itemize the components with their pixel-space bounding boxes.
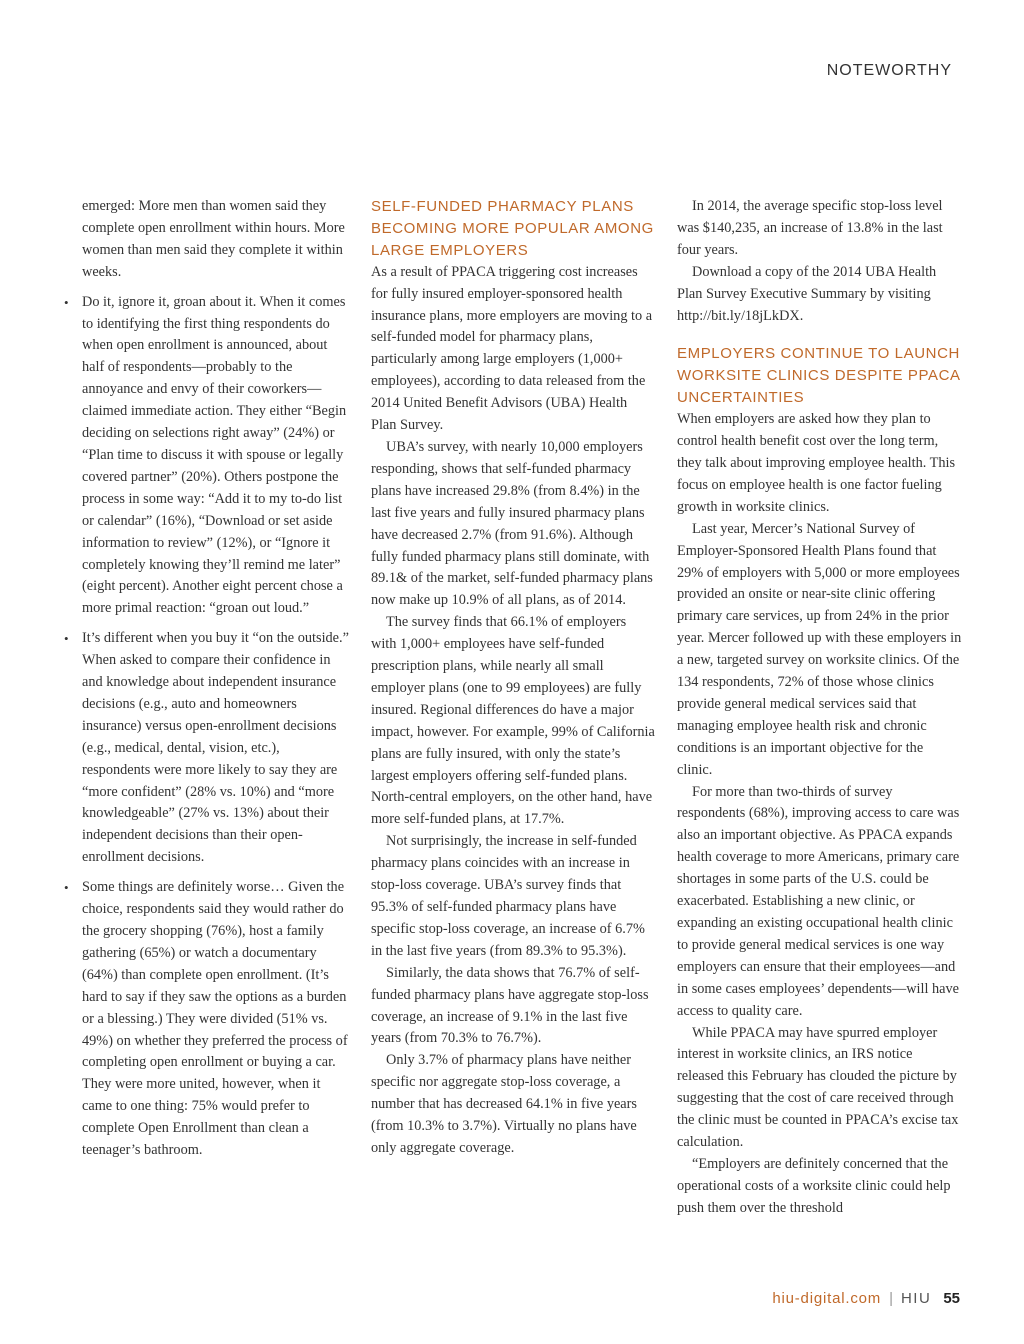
- magazine-name: HIU: [900, 1290, 932, 1307]
- column-3: [677, 196, 962, 1220]
- article-heading: EMPLOYERS CONTINUE TO LAUNCH WORKSITE CLINICS DESPITE PPACA UNCERTAINTIES: [677, 345, 960, 407]
- paragraph: “Employers are definitely concerned that the operational costs of a worksite clinic could help push them over the threshold: [677, 1155, 951, 1216]
- list-item-text: Some things are definitely worse… Given the choice, respondents said they would rather do the grocery shopping (76%), host a family gathering (65%) or watch a documentary (64%) than complete open enrollment. (It’s hard to say if they saw the options as a burden or a blessing.) They were divided (51% vs. 49%) on whether they preferred the process of completing open enrollment or buying a car. They were more united, however, when it came to one thing: 75% would prefer to complete Open Enrollment than clean a teenager’s bathroom.: [82, 879, 348, 1159]
- article-heading: SELF-FUNDED PHARMACY PLANS BECOMING MORE POPULAR AMONG LARGE EMPLOYERS: [371, 198, 654, 259]
- paragraph: While PPACA may have spurred employer interest in worksite clinics, an IRS notice released this February has clouded the picture by suggesting that the cost of care received through the clinic must be counted in PPACA’s excise tax calculation.: [677, 1024, 959, 1151]
- paragraph: For more than two-thirds of survey respondents (68%), improving access to care was also an important objective. As PPACA expands health coverage to more Americans, primary care shortages in some parts of the U.S. could be exacerbated. Establishing a new clinic, or expanding an existing occupational health clinic to provide general medical services is one way employers can ensure that their employees—and in some cases employees’ dependents—will have access to quality care.: [677, 783, 960, 1019]
- bullet-icon: •: [64, 294, 69, 310]
- paragraph: As a result of PPACA triggering cost increases for fully insured employer-sponsored health insurance plans, more employers are moving to a self-funded model for pharmacy plans, particularly among large employers (1,000+ employees), according to data released from the 2014 United Benefit Advisors (UBA) Health Plan Survey.: [371, 263, 653, 434]
- column-2: [371, 196, 655, 1160]
- paragraph: Last year, Mercer’s National Survey of Employer-Sponsored Health Plans found that 29% of employers with 5,000 or more employees provided an onsite or near-site clinic offering primary care services, up from 24% in the prior year. Mercer followed up with these employers in a new, targeted survey on worksite clinics. Of the 134 respondents, 72% of those whose clinics provide general medical services said that managing employee health risk and chronic conditions is an important objective for the clinic.: [677, 520, 962, 778]
- site-url: hiu-digital.com: [772, 1290, 882, 1307]
- paragraph: emerged: More men than women said they complete open enrollment within hours. More women than men said they complete it within weeks.: [82, 198, 345, 280]
- paragraph: Only 3.7% of pharmacy plans have neither specific nor aggregate stop-loss coverage, a number that has decreased 64.1% in five years (from 10.3% to 3.7%). Virtually no plans have only aggregate coverage.: [371, 1052, 637, 1156]
- page-number: 55: [943, 1290, 960, 1307]
- paragraph: Download a copy of the 2014 UBA Health Plan Survey Executive Summary by visiting http://bit.ly/18jLkDX.: [677, 263, 937, 324]
- column-1: [62, 196, 350, 1162]
- paragraph: In 2014, the average specific stop-loss level was $140,235, an increase of 13.8% in the last four years.: [677, 198, 943, 258]
- list-item: [62, 877, 350, 1162]
- bullet-list: [62, 292, 350, 1162]
- paragraph: Similarly, the data shows that 76.7% of self-funded pharmacy plans have aggregate stop-loss coverage, an increase of 9.1% in the last five years (from 70.3% to 76.7%).: [371, 964, 649, 1047]
- list-item: [62, 628, 350, 869]
- bullet-icon: •: [64, 880, 69, 896]
- paragraph: The survey finds that 66.1% of employers with 1,000+ employees have self-funded prescription plans, while nearly all small employer plans (one to 99 employees) are fully insured. Regional differences do have a major impact, however. For example, 99% of California plans are fully insured, with only the state’s largest employers offering self-funded plans. North-central employers, on the other hand, have more self-funded plans, at 17.7%.: [371, 614, 655, 828]
- list-item-text: It’s different when you buy it “on the outside.” When asked to compare their confidence in and knowledge about independent insurance decisions (e.g., auto and homeowners insurance) versus open-enrollment decisions (e.g., medical, dental, vision, etc.), respondents were more likely to say they are “more confident” (28% vs. 10%) and “more knowledgeable” (27% vs. 13%) about their independent decisions than their open-enrollment decisions.: [82, 630, 349, 866]
- bullet-icon: •: [64, 631, 69, 647]
- page-footer: [772, 1290, 960, 1307]
- paragraph: UBA’s survey, with nearly 10,000 employers responding, shows that self-funded pharmacy plans have increased 29.8% (from 8.4%) in the last five years and fully insured pharmacy plans have decreased 2.7% (from 91.6%). Although fully funded pharmacy plans still dominate, with 89.1& of the market, self-funded pharmacy plans now make up 10.9% of all plans, as of 2014.: [371, 438, 653, 609]
- section-label: NOTEWORTHY: [826, 62, 952, 79]
- paragraph: When employers are asked how they plan to control health benefit cost over the long term, they talk about improving employee health. This focus on employee health is one factor fueling growth in worksite clinics.: [677, 411, 956, 515]
- footer-separator: |: [889, 1290, 893, 1307]
- list-item: [62, 292, 350, 621]
- list-item-text: Do it, ignore it, groan about it. When it comes to identifying the first thing respondents do when open enrollment is announced, about half of respondents—probably to the annoyance and envy of their coworkers—claimed immediate action. They either “Begin deciding on selections right away” (24%) or “Plan time to discuss it with spouse or legally covered partner” (20%). Others postpone the process in some way: “Add it to my to-do list or calendar” (16%), “Download or set aside information to review” (12%), or “Ignore it completely knowing they’ll remind me later” (eight percent). Another eight percent chose a more primal reaction: “groan out loud.”: [82, 293, 347, 617]
- paragraph: Not surprisingly, the increase in self-funded pharmacy plans coincides with an increase in stop-loss coverage. UBA’s survey finds that 95.3% of self-funded pharmacy plans have specific stop-loss coverage, an increase of 6.7% in the last five years (from 89.3% to 95.3%).: [371, 833, 645, 959]
